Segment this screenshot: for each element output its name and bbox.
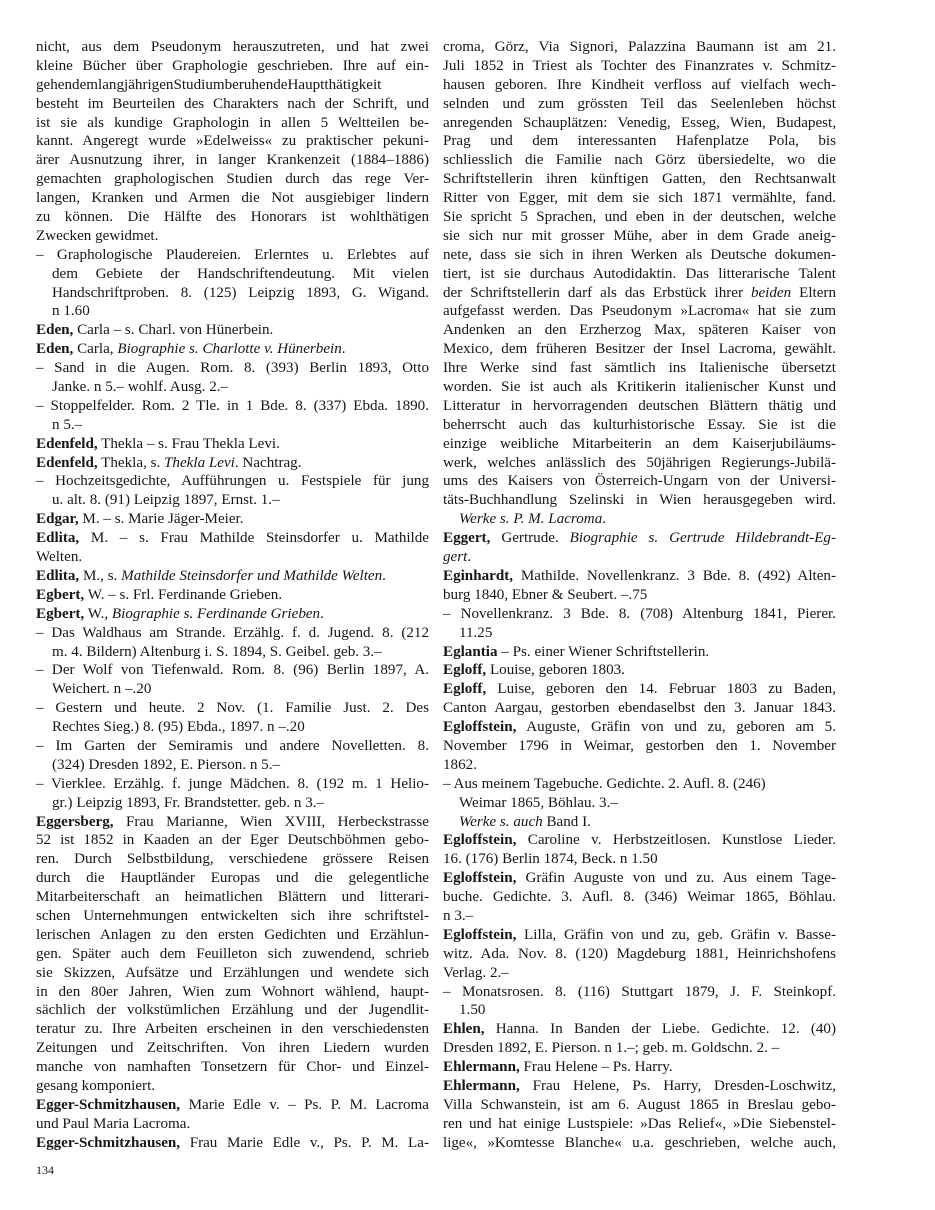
entry-text: 1.50 [459, 1002, 486, 1019]
text-line [36, 756, 429, 775]
text-line [36, 1077, 429, 1096]
text-line [36, 680, 429, 699]
text-line [443, 1134, 836, 1153]
text-line [36, 170, 429, 189]
text-line [443, 529, 836, 548]
text-line [443, 491, 836, 510]
text-line [36, 1115, 429, 1134]
text-line [36, 359, 429, 378]
text-line [36, 945, 429, 964]
entry-text: Gertrude. [490, 530, 570, 547]
text-line [443, 510, 836, 529]
text-line [443, 95, 836, 114]
entry-text: sie Skizzen, Aufsätze und Erzählungen und wendete sich [36, 964, 429, 981]
text-line [36, 869, 429, 888]
entry-text: und Paul Maria Lacroma. [36, 1115, 191, 1132]
entry-text: Welten. [36, 549, 83, 566]
text-line [36, 548, 429, 567]
entry-text: – Hochzeitsgedichte, Aufführungen u. Festspiele für jung [36, 473, 429, 490]
text-line [443, 472, 836, 491]
text-line [36, 529, 429, 548]
entry-headword: Ehlen, [443, 1021, 485, 1038]
entry-text: November 1796 in Weimar, gestorben den 1. November [443, 737, 836, 754]
entry-text: einzige weibliche Mitarbeiterin an dem Kaiserjubiläums- [443, 435, 836, 452]
entry-text: – Aus meinem Tagebuche. Gedichte. 2. Aufl. 8. (246) [443, 775, 766, 792]
entry-headword: Edlita, [36, 567, 80, 584]
text-line [36, 926, 429, 945]
entry-text: – Vierklee. Erzählg. f. junge Mädchen. 8. (192 m. 1 Helio- [36, 775, 429, 792]
entry-headword: Edlita, [36, 530, 80, 547]
text-line [443, 397, 836, 416]
text-line [443, 699, 836, 718]
text-line [443, 1077, 836, 1096]
entry-text: gemachten graphologischen Studien durch das rege Ver- [36, 171, 429, 188]
entry-text: nicht, aus dem Pseudonym herauszutreten, und hat zwei [36, 39, 429, 55]
text-line [36, 95, 429, 114]
entry-text: Sie spricht 5 Sprachen, und eben in der deutschen, welche [443, 209, 836, 226]
entry-text: burg 1840, Ebner & Seubert. –.75 [443, 586, 648, 603]
text-line [36, 1039, 429, 1058]
text-line [36, 1058, 429, 1077]
entry-headword: Egloff, [443, 681, 487, 698]
entry-text: Juli 1852 in Triest als Tochter des Finanzrates v. Schmitz- [443, 57, 836, 74]
entry-text: schen Unternehmungen entwickelten sich ihre schriftstel- [36, 907, 429, 924]
text-line [443, 680, 836, 699]
text-line [36, 586, 429, 605]
entry-text: täts-Buchhandlung Szelinski in Wien herausgegeben wird. [443, 492, 836, 509]
text-line [443, 926, 836, 945]
text-line [443, 624, 836, 643]
entry-text: Lilla, Gräfin von und zu, geb. Gräfin v. Basse- [516, 926, 836, 943]
text-line [36, 888, 429, 907]
entry-text: Hanna. In Banden der Liebe. Gedichte. 12. (40) [484, 1021, 836, 1038]
entry-text: 16. (176) Berlin 1874, Beck. n 1.50 [443, 851, 658, 868]
entry-italic-text: Mathilde Steinsdorfer und Mathilde Welten [121, 567, 383, 584]
entry-text: manche von namhaften Tonsetzern für Chor- und Einzel- [36, 1059, 429, 1076]
entry-headword: Eggersberg, [36, 813, 114, 830]
entry-text: Carla – s. Charl. von Hünerbein. [73, 322, 274, 339]
text-line [36, 284, 429, 303]
entry-text-tail: Eltern [791, 284, 836, 301]
entry-text: Frau Helene, Ps. Harry, Dresden-Loschwitz, [519, 1077, 836, 1094]
entry-text: Weichert. n –.20 [52, 681, 152, 698]
text-line [443, 907, 836, 926]
entry-headword: Egloffstein, [443, 832, 517, 849]
entry-text: besteht im Beurteilen des Charakters nach der Schrift, und [36, 95, 429, 112]
text-line [36, 321, 429, 340]
entry-text: m. 4. Bildern) Altenburg i. S. 1894, S. Geibel. geb. 3.– [52, 643, 382, 660]
entry-text: aufgefasst werden. Das Pseudonym »Lacroma« hat sie zum [443, 303, 836, 320]
entry-headword: Egbert, [36, 605, 85, 622]
entry-text: worden. Sie ist auch als Kritikerin italienischer Kunst und [443, 379, 836, 396]
text-line [443, 208, 836, 227]
entry-text: – Der Wolf von Tiefenwald. Rom. 8. (96) Berlin 1897, A. [36, 662, 429, 679]
entry-headword: Ehlermann, [443, 1077, 520, 1094]
entry-text: ums des Kaisers von Österreich-Ungarn von der Universi- [443, 473, 836, 490]
entry-headword: Eden, [36, 322, 74, 339]
entry-headword: Edgar, [36, 511, 79, 528]
entry-text: der Schriftstellerin darf als das Erbstück ihrer [443, 284, 751, 301]
text-line [443, 38, 836, 57]
text-line [36, 661, 429, 680]
entry-headword: Eggert, [443, 530, 491, 547]
entry-text: Dresden 1892, E. Pierson. n 1.–; geb. m. Goldschn. 2. – [443, 1040, 780, 1057]
entry-text: tiert, ist sie durchaus Autodidaktin. Das litterarische Talent [443, 265, 836, 282]
text-line [443, 831, 836, 850]
text-line [443, 454, 836, 473]
text-line [443, 76, 836, 95]
entry-headword: Edenfeld, [36, 435, 98, 452]
entry-text: langen, Kranken und Armen die Not ausgiebiger lindern [36, 190, 429, 207]
text-line [443, 151, 836, 170]
entry-text-tail: . [341, 341, 346, 358]
text-line [36, 208, 429, 227]
entry-text: Weimar 1865, Böhlau. 3.– [459, 794, 618, 811]
entry-text: Canton Aargau, gestorben ebendaselbst den 3. Januar 1843. [443, 700, 836, 717]
entry-headword: Eginhardt, [443, 567, 514, 584]
entry-text: Carla, [73, 341, 118, 358]
text-line [36, 831, 429, 850]
text-line [443, 1058, 836, 1077]
text-line [36, 510, 429, 529]
entry-text: Schriftstellerin ihren künftigen Gatten, den Rechtsanwalt [443, 171, 836, 188]
entry-text: lerischen Anlagen zu den ersten Gedichten und Erzählun- [36, 926, 429, 943]
entry-text: kannt. Angeregt wurde »Edelweiss« zu praktischer pekuni- [36, 133, 429, 150]
entry-text: Villa Schwanstein, ist am 6. August 1865 in Breslau gebo- [443, 1096, 836, 1113]
entry-text: beherrscht auch das kulturhistorische Essay. Sie ist die [443, 416, 836, 433]
entry-italic-text: Biographie s. Charlotte v. Hünerbein [117, 341, 342, 358]
entry-headword: Eden, [36, 341, 74, 358]
text-line [36, 643, 429, 662]
entry-headword: Egloffstein, [443, 719, 517, 736]
text-line [443, 284, 836, 303]
text-line [443, 1020, 836, 1039]
text-line [443, 850, 836, 869]
text-line [36, 775, 429, 794]
text-line [443, 964, 836, 983]
entry-text: dem Gebiete der Handschriftendeutung. Mit vielen [52, 265, 429, 282]
entry-text: ärer Ausnutzung ihrer, in langer Krankenzeit (1884–1886) [36, 152, 429, 169]
text-line [36, 189, 429, 208]
entry-text: 11.25 [459, 624, 493, 641]
entry-text: Mitarbeiterschaft an heimatlichen Blättern und litterari- [36, 889, 429, 906]
text-line [443, 435, 836, 454]
text-line [443, 794, 836, 813]
entry-italic-text: beiden [750, 284, 792, 301]
entry-text: – Sand in die Augen. Rom. 8. (393) Berlin 1893, Otto [36, 360, 429, 377]
text-line [36, 624, 429, 643]
entry-text: werk, welches anlässlich des 50jährigen Regierungs-Jubilä- [443, 454, 836, 471]
entry-text: sie sich nur mit grosser Mühe, aber in dem Grade aneig- [443, 227, 836, 244]
text-line [443, 945, 836, 964]
entry-text: 52 ist 1852 in Kaaden an der Eger Deutschböhmen gebo- [36, 832, 429, 849]
entry-text: Ritter von Egger, mit dem sie sich 1871 vermählte, fand. [443, 190, 836, 207]
entry-text: kleine Bücher über Graphologie geschrieben. Ihre auf ein- [36, 57, 429, 74]
text-line [36, 1096, 429, 1115]
entry-text: – Graphologische Plaudereien. Erlerntes u. Erlebtes auf [36, 246, 429, 263]
entry-text: W. – s. Frl. Ferdinande Grieben. [84, 586, 283, 603]
text-line [443, 567, 836, 586]
entry-headword: Egloffstein, [443, 870, 517, 887]
text-line [36, 850, 429, 869]
entry-text: Auguste, Gräfin von und zu, geboren am 5. [516, 719, 836, 736]
left-text-column [36, 38, 429, 1153]
entry-headword: Edenfeld, [36, 454, 98, 471]
entry-text: – Ps. einer Wiener Schriftstellerin. [497, 643, 710, 660]
text-line [443, 227, 836, 246]
entry-text: buche. Gedichte. 3. Aufl. 8. (346) Weimar 1865, Böhlau. [443, 889, 836, 906]
entry-italic-text: Biographie s. Ferdinande Grieben [111, 605, 321, 622]
entry-text: durch die Hauptländer Europas und die gelegentliche [36, 870, 429, 887]
text-line [36, 964, 429, 983]
text-line [36, 76, 429, 95]
entry-text: Frau Helene – Ps. Harry. [519, 1059, 673, 1076]
text-line [36, 38, 429, 57]
entry-text: Zeitungen und Zeitschriften. Von ihren Liedern wurden [36, 1040, 429, 1057]
entry-text: Luise, geboren den 14. Februar 1803 zu Baden, [486, 681, 836, 698]
text-line [443, 1096, 836, 1115]
entry-headword: Egloffstein, [443, 926, 517, 943]
text-line [36, 472, 429, 491]
entry-text: – Gestern und heute. 2 Nov. (1. Familie Just. 2. Des [36, 700, 429, 717]
text-line [36, 416, 429, 435]
text-line [36, 1020, 429, 1039]
entry-text-tail: . Nachtrag. [234, 454, 302, 471]
entry-text: Thekla, s. [97, 454, 165, 471]
text-line [36, 378, 429, 397]
entry-italic-text: Werke s. auch [459, 813, 543, 830]
entry-text: witz. Ada. Nov. 8. (120) Magdeburg 1881, Heinrichshofens [443, 945, 836, 962]
text-line [36, 983, 429, 1002]
text-line [443, 869, 836, 888]
entry-headword: Ehlermann, [443, 1059, 520, 1076]
entry-italic-text: Thekla Levi [164, 454, 235, 471]
entry-text-tail: . [320, 605, 324, 622]
text-line [36, 302, 429, 321]
entry-italic-text: Biographie s. Gertrude Hildebrandt-Eg- [569, 530, 836, 547]
text-line [36, 151, 429, 170]
entry-text: Caroline v. Herbstzeitlosen. Kunstlose Lieder. [516, 832, 836, 849]
text-line [443, 378, 836, 397]
entry-text-tail: . [382, 567, 386, 584]
text-line [36, 340, 429, 359]
entry-text: gen. Später auch dem Feuilleton sich zuwendend, schrieb [36, 945, 429, 962]
entry-text: n 3.– [443, 907, 474, 924]
entry-text: – Monatsrosen. 8. (116) Stuttgart 1879, J. F. Steinkopf. [443, 983, 836, 1000]
entry-text: Verlag. 2.– [443, 964, 509, 981]
entry-headword: Egloff, [443, 662, 487, 679]
entry-text: – Im Garten der Semiramis und andere Novelletten. 8. [36, 737, 429, 754]
entry-text: – Stoppelfelder. Rom. 2 Tle. in 1 Bde. 8. (337) Ebda. 1890. [36, 397, 429, 414]
text-line [443, 586, 836, 605]
entry-text: n 1.60 [52, 303, 90, 320]
text-line [443, 661, 836, 680]
text-line [36, 813, 429, 832]
entry-text: – Novellenkranz. 3 Bde. 8. (708) Altenburg 1841, Pierer. [443, 605, 836, 622]
text-line [443, 813, 836, 832]
text-line [36, 907, 429, 926]
entry-text: M. – s. Marie Jäger-Meier. [78, 511, 244, 528]
entry-text: sächlich der volkstümlichen Erzählung und der Jugendlit- [36, 1002, 429, 1019]
text-line [443, 246, 836, 265]
entry-text: Andenken an den Erzherzog Max, späteren Kaiser von [443, 322, 836, 339]
entry-text-tail: . [602, 511, 607, 528]
text-line [443, 643, 836, 662]
text-line [36, 57, 429, 76]
entry-text: lige«, »Komtesse Blanche« u.a. geschrieben, welche auch, [443, 1134, 836, 1151]
text-line [443, 340, 836, 359]
entry-headword: Eglantia [443, 643, 498, 660]
entry-text: hausen geboren. Ihre Kindheit verfloss auf vielfach wech- [443, 76, 836, 93]
entry-text: Handschriftproben. 8. (125) Leipzig 1893, G. Wigand. [52, 284, 429, 301]
entry-italic-text: gert [443, 549, 468, 566]
text-line [36, 1001, 429, 1020]
text-line [443, 737, 836, 756]
entry-text: Frau Marianne, Wien XVIII, Herbeckstrasse [113, 813, 429, 830]
text-line [443, 548, 836, 567]
entry-text: gesang komponiert. [36, 1077, 156, 1094]
text-line [36, 737, 429, 756]
text-line [443, 605, 836, 624]
entry-text: M. – s. Frau Mathilde Steinsdorfer u. Mathilde [79, 530, 429, 547]
entry-text-tail: Band I. [542, 813, 591, 830]
entry-text: Mexico, dem früheren Besitzer der Insel Lacroma, gewählt. [443, 341, 836, 358]
entry-text: Frau Marie Edle v., Ps. P. M. La- [180, 1134, 429, 1151]
text-line [443, 57, 836, 76]
right-text-column [443, 38, 836, 1153]
entry-text: selnden und zum grössten Teil das Seelenleben höchst [443, 95, 836, 112]
entry-text: Litteratur in hervorragenden deutschen Blättern thätig und [443, 397, 836, 414]
entry-italic-text: Werke s. P. M. Lacroma [459, 511, 603, 528]
text-line [443, 1001, 836, 1020]
text-line [36, 718, 429, 737]
entry-text: ist sie als kundige Graphologin in allen 5 Weltteilen be- [36, 114, 429, 131]
entry-text: n 5.– [52, 416, 83, 433]
entry-text: Marie Edle v. – Ps. P. M. Lacroma [180, 1096, 429, 1113]
entry-text: ren und hat einige Lustspiele: »Das Relief«, »Die Siebenstel- [443, 1115, 836, 1132]
text-line [36, 265, 429, 284]
entry-text: schliesslich die Familie nach Görz übersiedelte, wo die [443, 152, 836, 169]
text-line [443, 775, 836, 794]
entry-text: u. alt. 8. (91) Leipzig 1897, Ernst. 1.– [52, 492, 280, 509]
text-line [36, 246, 429, 265]
entry-text: Thekla – s. Frau Thekla Levi. [97, 435, 280, 452]
text-line [36, 435, 429, 454]
text-line [36, 605, 429, 624]
entry-text: Ihre Werke sind fast sämtlich ins Italienische übersetzt [443, 360, 836, 377]
text-line [36, 132, 429, 151]
entry-text: Janke. n 5.– wohlf. Ausg. 2.– [52, 379, 229, 396]
text-line [443, 416, 836, 435]
text-line [443, 321, 836, 340]
entry-text: Rechtes Sieg.) 8. (95) Ebda., 1897. n –.20 [52, 719, 305, 736]
text-line [443, 1039, 836, 1058]
text-line [443, 983, 836, 1002]
entry-headword: Egbert, [36, 586, 85, 603]
text-line [443, 170, 836, 189]
entry-headword: Egger-Schmitzhausen, [36, 1134, 181, 1151]
text-line [443, 1115, 836, 1134]
entry-text: zu können. Die Hälfte des Honorars ist wohlthätigen [36, 209, 429, 226]
entry-text: teratur zu. Ihre Arbeiten erscheinen in den verschiedensten [36, 1021, 429, 1038]
entry-text: gr.) Leipzig 1893, Fr. Brandstetter. geb. n 3.– [52, 794, 325, 811]
entry-headword: Egger-Schmitzhausen, [36, 1096, 181, 1113]
text-line [36, 454, 429, 473]
entry-text: anregenden Schauplätzen: Venedig, Esseg, Wien, Budapest, [443, 114, 836, 131]
entry-text: 1862. [443, 756, 477, 773]
text-line [36, 567, 429, 586]
text-line [36, 699, 429, 718]
entry-text: Zwecken gewidmet. [36, 227, 159, 244]
entry-text: ren. Durch Selbstbildung, verschiedene grössere Reisen [36, 851, 429, 868]
text-line [36, 114, 429, 133]
text-line [443, 189, 836, 208]
entry-text: Mathilde. Novellenkranz. 3 Bde. 8. (492) Alten- [513, 567, 836, 584]
entry-text: nete, dass sie sich in ihren Werken als Deutsche dokumen- [443, 246, 836, 263]
entry-text: Prag und dem interessanten Hafenplatze Pola, bis [443, 133, 836, 150]
entry-text: W., [84, 605, 112, 622]
text-line [443, 359, 836, 378]
text-line [443, 756, 836, 775]
entry-text: gehendemlangjährigenStudiumberuhendeHauptthätigkeit [36, 76, 382, 93]
text-line [36, 227, 429, 246]
entry-text: – Das Waldhaus am Strande. Erzählg. f. d. Jugend. 8. (212 [36, 624, 429, 641]
entry-text: Gräfin Auguste von und zu. Aus einem Tage- [516, 870, 836, 887]
text-line [36, 491, 429, 510]
entry-text: Louise, geboren 1803. [486, 662, 625, 679]
text-line [443, 888, 836, 907]
text-line [443, 265, 836, 284]
entry-text: M., s. [79, 567, 122, 584]
page-number: 134 [36, 1163, 54, 1177]
text-line [36, 397, 429, 416]
text-line [443, 718, 836, 737]
entry-text-tail: . [467, 549, 472, 566]
text-line [443, 132, 836, 151]
entry-text: croma, Görz, Via Signori, Palazzina Baumann ist am 21. [443, 39, 836, 55]
entry-text: in den 80er Jahren, Wien zum Wohnort wählend, haupt- [36, 983, 429, 1000]
entry-text: (324) Dresden 1892, E. Pierson. n 5.– [52, 756, 281, 773]
text-line [443, 114, 836, 133]
text-line [36, 794, 429, 813]
text-line [36, 1134, 429, 1153]
text-line [443, 302, 836, 321]
